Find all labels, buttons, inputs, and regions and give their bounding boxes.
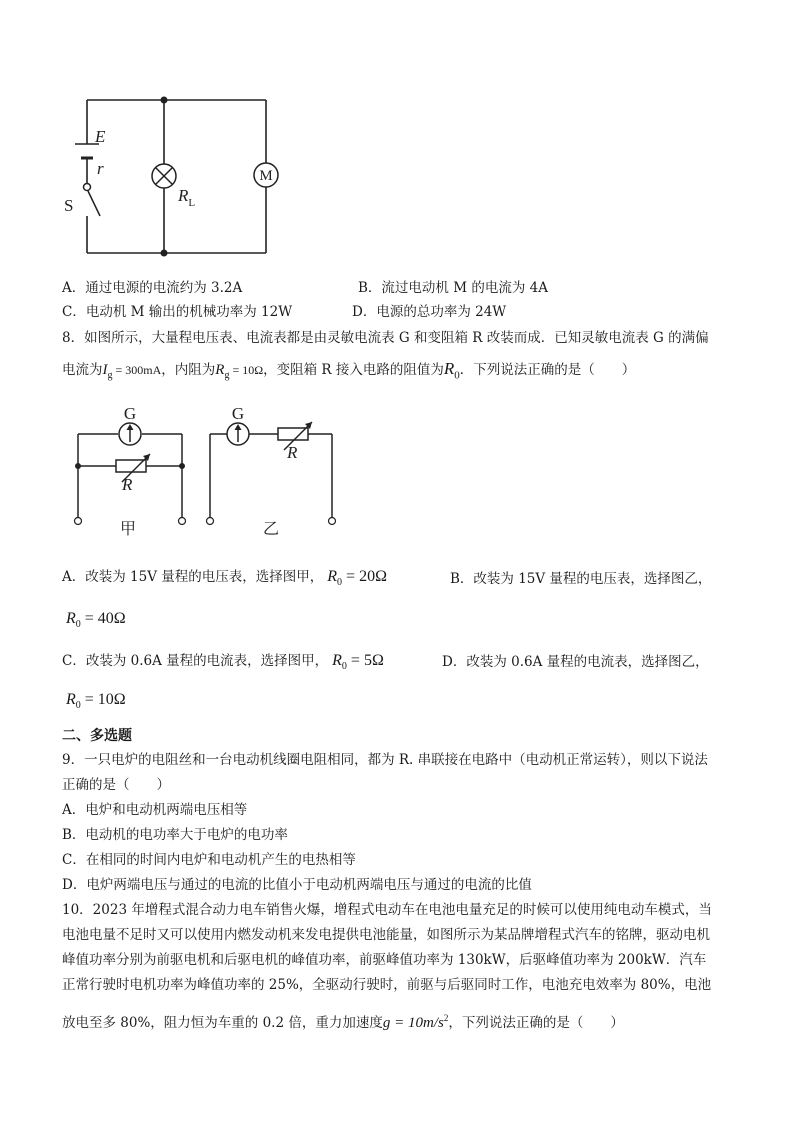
q7-option-c: C．电动机 M 输出的机械功率为 12W [62, 304, 293, 320]
q7-option-d: D．电源的总功率为 24W [352, 304, 507, 320]
label-E: E [95, 127, 106, 146]
circuit-diagram-yi [198, 402, 343, 542]
q9-option-c: C．在相同的时间内电炉和电动机产生的电热相等 [62, 852, 356, 868]
q10-line2: 电池电量不足时又可以使用内燃发动机来发电提供电池能量，如图所示为某品牌增程式汽车的铭牌，驱动电机 [62, 927, 710, 943]
q9-option-d: D．电炉两端电压与通过的电流的比值小于电动机两端电压与通过的电流的比值 [62, 877, 532, 893]
label-RL: $R_L$ [178, 186, 196, 209]
q7-option-b: B．流过电动机 M 的电流为 4A [358, 280, 548, 296]
q10-line4: 正常行驶时电机功率为峰值功率的 25%，全驱动行驶时，前驱与后驱同时工作，电池充电效率为 80%，电池 [62, 977, 712, 993]
battery-symbol [75, 144, 99, 158]
q8-stem-line1: 8．如图所示，大量程电压表、电流表都是由灵敏电流表 G 和变阻箱 R 改装而成．已知灵敏电流表 G 的满偏 [62, 330, 709, 346]
q9-option-a: A．电炉和电动机两端电压相等 [62, 802, 248, 818]
q10-line1: 10．2023 年增程式混合动力电车销售火爆，增程式电动车在电池电量充足的时候可以使用纯电动车模式，当 [62, 902, 712, 918]
label-S: S [64, 196, 74, 215]
q8-option-d-formula: $R_0 = 10\Omega$ [66, 691, 126, 712]
label-R-yi: R [287, 443, 298, 462]
label-jia: 甲 [119, 521, 137, 538]
motor-label: M [259, 168, 273, 184]
label-yi: 乙 [262, 521, 280, 538]
label-R-jia: R [122, 475, 133, 494]
circuit-diagram-jia [66, 402, 196, 542]
q10-line3: 峰值功率分别为前驱电机和后驱电机的峰值功率，前驱峰值功率为 130kW，后驱峰值功率为 200kW．汽车 [62, 952, 707, 968]
q7-option-a: A．通过电源的电流约为 3.2A [62, 280, 243, 296]
q8-stem-line2: 电流为$I_g = 300mA$，内阻为$R_g = 10\Omega$，变阻箱 R 接入电路的阻值为$R_0$．下列说法正确的是（ ） [62, 359, 636, 382]
label-G-yi: G [231, 404, 245, 423]
q9-option-b: B．电动机的电功率大于电炉的电功率 [62, 827, 288, 843]
circuit-diagram-q7 [60, 88, 300, 268]
label-r: r [97, 159, 104, 178]
section-title-multiple-choice: 二、多选题 [62, 728, 132, 744]
q9-stem-line2: 正确的是（ ） [62, 777, 170, 793]
q9-stem-line1: 9．一只电炉的电阻丝和一台电动机线圈电阻相同，都为 R. 串联接在电路中（电动机正常运转），则以下说法 [62, 752, 708, 768]
switch-symbol [84, 184, 101, 217]
q8-option-a: A．改装为 15V 量程的电压表，选择图甲， $R_0 = 20\Omega$ [62, 568, 387, 589]
q8-option-c: C．改装为 0.6A 量程的电流表，选择图甲， $R_0 = 5\Omega$ [62, 652, 384, 673]
q8-option-b: B．改装为 15V 量程的电压表，选择图乙， [450, 571, 712, 587]
q8-option-b-formula: $R_0 = 40\Omega$ [66, 610, 126, 631]
q8-option-d: D．改装为 0.6A 量程的电流表，选择图乙， [442, 654, 709, 670]
lamp-symbol [152, 164, 176, 188]
label-G-jia: G [123, 404, 137, 423]
q10-line5: 放电至多 80%，阻力恒为车重的 0.2 倍，重力加速度$g = 10m/s^2$，下列说法正确的是（ ） [62, 1013, 624, 1031]
